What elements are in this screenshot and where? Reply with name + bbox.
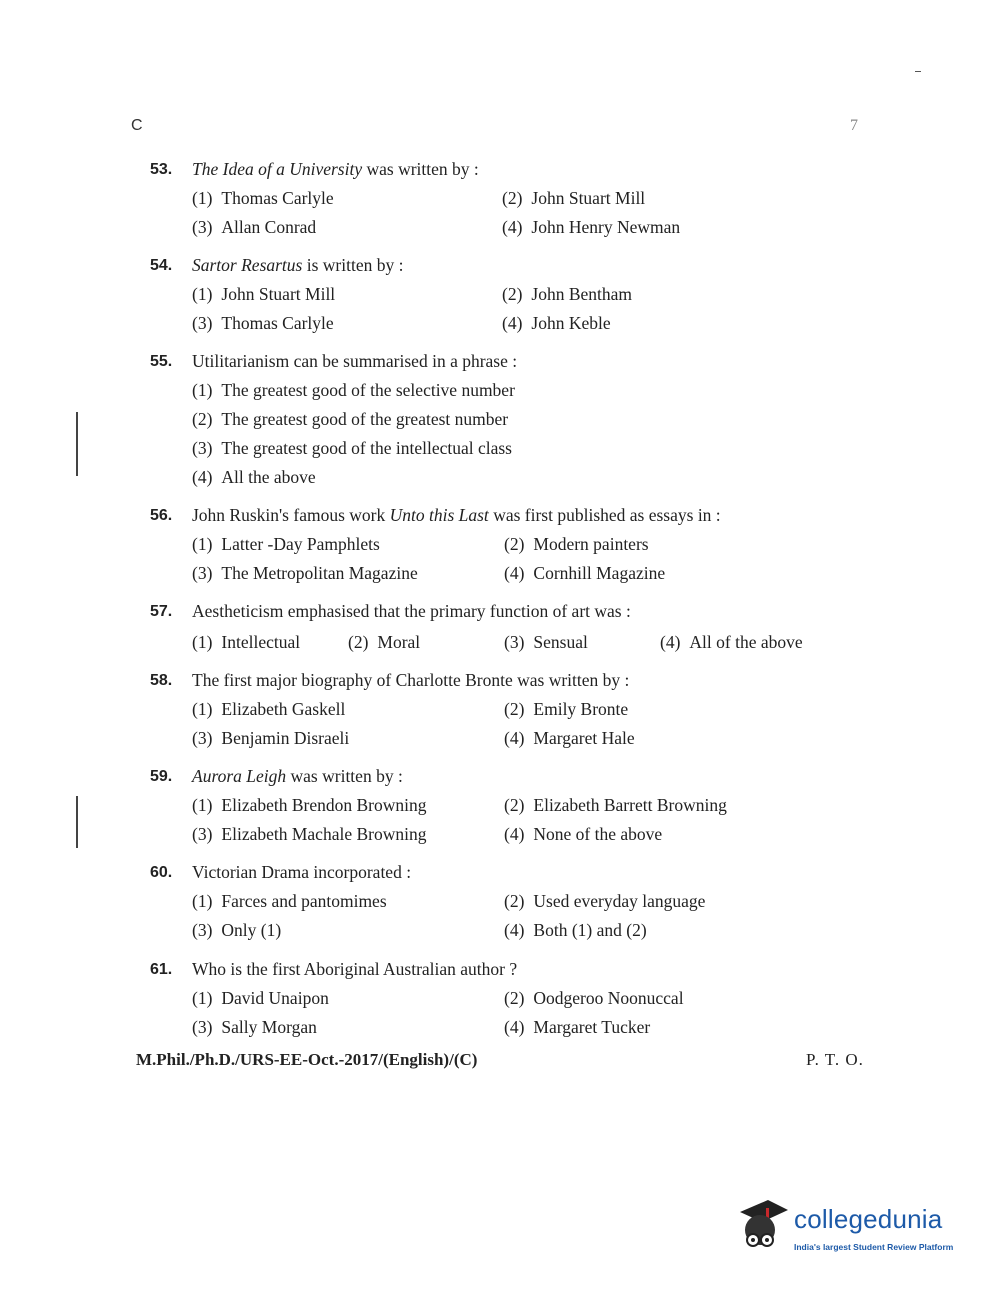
option-text: Margaret Hale bbox=[533, 728, 635, 748]
set-letter: C bbox=[131, 117, 143, 134]
question-number: 54. bbox=[150, 257, 173, 274]
option-number: (2) bbox=[504, 534, 525, 554]
option-text: Sensual bbox=[533, 632, 588, 652]
option-number: (1) bbox=[192, 380, 213, 400]
option-number: (4) bbox=[502, 217, 523, 237]
option-number: (2) bbox=[504, 988, 525, 1008]
question-text: Who is the first Aboriginal Australian author ? bbox=[192, 959, 518, 979]
option-text: Only (1) bbox=[221, 920, 282, 940]
option-number: (1) bbox=[192, 988, 213, 1008]
option-text: Emily Bronte bbox=[533, 699, 629, 719]
option-text: John Stuart Mill bbox=[531, 188, 646, 208]
page-number: 7 bbox=[850, 117, 858, 134]
option-text: Elizabeth Machale Browning bbox=[221, 824, 427, 844]
option-number: (4) bbox=[504, 920, 525, 940]
option-number: (3) bbox=[192, 824, 213, 844]
paper-code: M.Phil./Ph.D./URS-EE-Oct.-2017/(English)/(C) bbox=[136, 1050, 478, 1069]
option bbox=[192, 434, 512, 463]
option-number: (1) bbox=[192, 632, 213, 652]
option-text: Allan Conrad bbox=[221, 217, 317, 237]
option-number: (3) bbox=[192, 217, 213, 237]
option bbox=[192, 791, 427, 820]
option bbox=[192, 405, 508, 434]
question-number: 53. bbox=[150, 161, 173, 178]
option-number: (3) bbox=[192, 1017, 213, 1037]
option bbox=[192, 628, 300, 657]
option-number: (4) bbox=[192, 467, 213, 487]
question-number: 60. bbox=[150, 864, 173, 881]
question-61 bbox=[150, 955, 850, 1037]
pto-label: P. T. O. bbox=[806, 1050, 864, 1069]
question-58 bbox=[150, 666, 850, 748]
option-text: Cornhill Magazine bbox=[533, 563, 666, 583]
option-text: Elizabeth Gaskell bbox=[221, 699, 346, 719]
question-53 bbox=[150, 155, 850, 237]
option bbox=[192, 695, 345, 724]
question-number: 57. bbox=[150, 603, 173, 620]
option-number: (4) bbox=[504, 728, 525, 748]
option-text: John Stuart Mill bbox=[221, 284, 336, 304]
option bbox=[502, 184, 645, 213]
option-text: Used everyday language bbox=[533, 891, 706, 911]
option-text: Sally Morgan bbox=[221, 1017, 317, 1037]
question-55 bbox=[150, 347, 850, 487]
question-text: John Ruskin's famous work Unto this Last was first published as essays in : bbox=[192, 505, 721, 525]
option-number: (3) bbox=[504, 632, 525, 652]
option-text: Both (1) and (2) bbox=[533, 920, 647, 940]
option bbox=[504, 695, 628, 724]
question-text: Aestheticism emphasised that the primary function of art was : bbox=[192, 601, 631, 621]
question-54 bbox=[150, 251, 850, 333]
option-number: (4) bbox=[660, 632, 681, 652]
option-number: (4) bbox=[504, 563, 525, 583]
question-59 bbox=[150, 762, 850, 844]
mascot-icon bbox=[736, 1196, 792, 1260]
option-text: Elizabeth Brendon Browning bbox=[221, 795, 427, 815]
option bbox=[504, 530, 649, 559]
option-text: John Keble bbox=[531, 313, 611, 333]
option-text: Thomas Carlyle bbox=[221, 313, 334, 333]
option-text: All the above bbox=[221, 467, 316, 487]
option-number: (1) bbox=[192, 284, 213, 304]
option-text: Farces and pantomimes bbox=[221, 891, 387, 911]
option-text: Margaret Tucker bbox=[533, 1017, 651, 1037]
option-number: (3) bbox=[192, 313, 213, 333]
option-number: (2) bbox=[504, 795, 525, 815]
question-number: 59. bbox=[150, 768, 173, 785]
option bbox=[504, 724, 635, 753]
option-number: (4) bbox=[504, 824, 525, 844]
option-text: The greatest good of the selective number bbox=[221, 380, 515, 400]
option bbox=[192, 887, 387, 916]
option-number: (4) bbox=[504, 1017, 525, 1037]
option-text: John Henry Newman bbox=[531, 217, 681, 237]
option-number: (1) bbox=[192, 891, 213, 911]
option-number: (4) bbox=[502, 313, 523, 333]
option bbox=[192, 280, 335, 309]
question-number: 56. bbox=[150, 507, 173, 524]
question-text: Victorian Drama incorporated : bbox=[192, 862, 412, 882]
question-text: Utilitarianism can be summarised in a phrase : bbox=[192, 351, 518, 371]
question-60 bbox=[150, 858, 850, 940]
option bbox=[192, 1013, 317, 1042]
option bbox=[192, 559, 418, 588]
question-56 bbox=[150, 501, 850, 583]
brand-name: collegedunia bbox=[794, 1204, 943, 1234]
option-number: (3) bbox=[192, 728, 213, 748]
option-text: Oodgeroo Noonuccal bbox=[533, 988, 684, 1008]
option bbox=[192, 309, 334, 338]
option-text: The Metropolitan Magazine bbox=[221, 563, 418, 583]
option bbox=[192, 984, 329, 1013]
option bbox=[192, 463, 316, 492]
option-text: All of the above bbox=[689, 632, 803, 652]
option bbox=[504, 887, 705, 916]
option bbox=[192, 916, 281, 945]
option bbox=[502, 309, 611, 338]
option-text: David Unaipon bbox=[221, 988, 329, 1008]
option-number: (1) bbox=[192, 534, 213, 554]
option-number: (2) bbox=[348, 632, 369, 652]
option bbox=[192, 820, 426, 849]
option-text: Benjamin Disraeli bbox=[221, 728, 350, 748]
option bbox=[504, 628, 588, 657]
option-number: (3) bbox=[192, 438, 213, 458]
option bbox=[504, 916, 647, 945]
option-number: (2) bbox=[192, 409, 213, 429]
option bbox=[504, 559, 665, 588]
scan-mark bbox=[915, 71, 921, 72]
option bbox=[502, 213, 680, 242]
option bbox=[504, 820, 662, 849]
option-text: Moral bbox=[377, 632, 421, 652]
question-text: The Idea of a University was written by : bbox=[192, 159, 479, 179]
option-number: (2) bbox=[504, 699, 525, 719]
option bbox=[504, 984, 684, 1013]
question-57 bbox=[150, 597, 850, 652]
option-text: The greatest good of the intellectual class bbox=[221, 438, 512, 458]
question-text: Sartor Resartus is written by : bbox=[192, 255, 404, 275]
option-number: (1) bbox=[192, 795, 213, 815]
option-number: (3) bbox=[192, 920, 213, 940]
margin-mark bbox=[76, 412, 78, 476]
option-number: (3) bbox=[192, 563, 213, 583]
collegedunia-watermark bbox=[736, 1196, 966, 1266]
option-number: (1) bbox=[192, 699, 213, 719]
option bbox=[348, 628, 420, 657]
question-text: Aurora Leigh was written by : bbox=[192, 766, 403, 786]
option bbox=[192, 376, 515, 405]
option-text: Elizabeth Barrett Browning bbox=[533, 795, 727, 815]
option bbox=[504, 791, 727, 820]
option bbox=[192, 530, 380, 559]
option-text: Thomas Carlyle bbox=[221, 188, 334, 208]
question-number: 61. bbox=[150, 961, 173, 978]
option-number: (2) bbox=[502, 284, 523, 304]
option-text: Modern painters bbox=[533, 534, 649, 554]
option-number: (2) bbox=[502, 188, 523, 208]
option-number: (2) bbox=[504, 891, 525, 911]
option bbox=[502, 280, 632, 309]
option bbox=[192, 213, 316, 242]
option bbox=[504, 1013, 650, 1042]
option-text: None of the above bbox=[533, 824, 663, 844]
option-text: Latter -Day Pamphlets bbox=[221, 534, 380, 554]
brand-tagline: India's largest Student Review Platform bbox=[794, 1242, 954, 1252]
option-text: The greatest good of the greatest number bbox=[221, 409, 509, 429]
option-text: Intellectual bbox=[221, 632, 301, 652]
option bbox=[192, 724, 349, 753]
option-text: John Bentham bbox=[531, 284, 633, 304]
option bbox=[660, 628, 803, 657]
margin-mark bbox=[76, 796, 78, 848]
question-number: 55. bbox=[150, 353, 173, 370]
question-number: 58. bbox=[150, 672, 173, 689]
option-number: (1) bbox=[192, 188, 213, 208]
question-text: The first major biography of Charlotte Bronte was written by : bbox=[192, 670, 630, 690]
option bbox=[192, 184, 334, 213]
